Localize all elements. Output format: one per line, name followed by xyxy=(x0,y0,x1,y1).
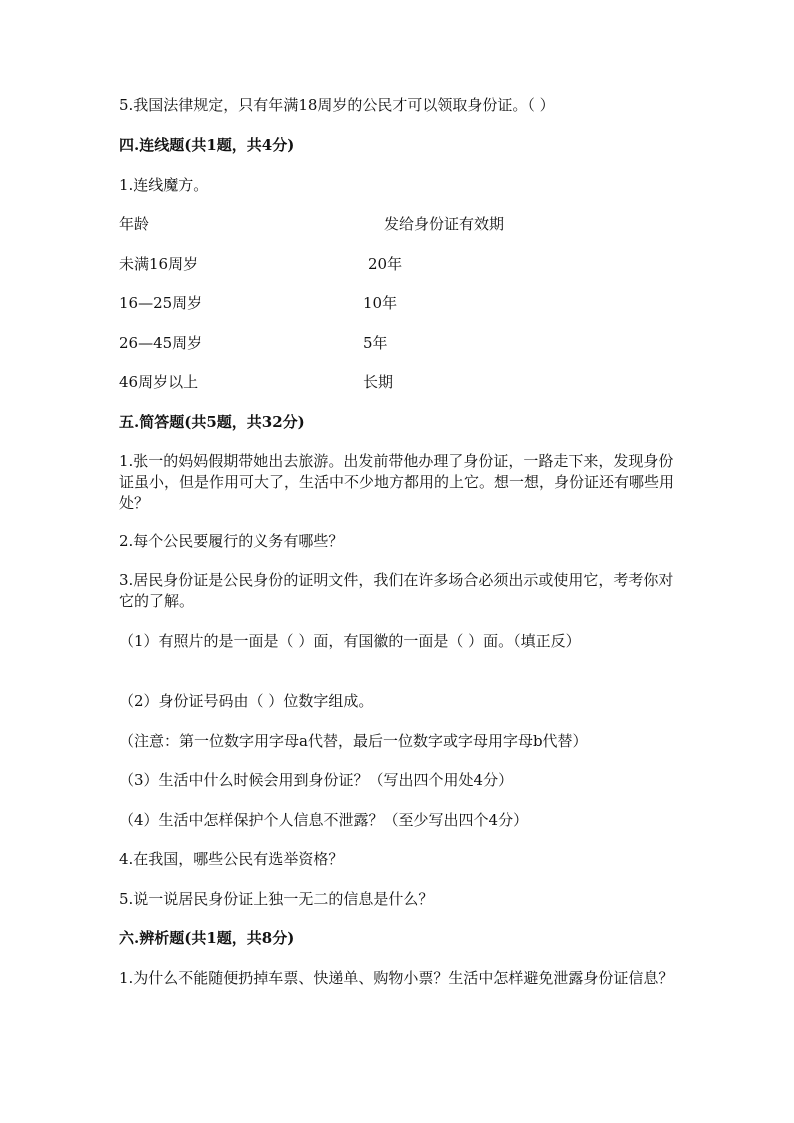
age-row-1: 未满16周岁 xyxy=(119,255,199,273)
question-3-part-1: （1）有照片的是一面是（ ）面，有国徽的一面是（ ）面。（填正反） xyxy=(119,632,581,650)
section-4-title: 四.连线题(共1题，共4分) xyxy=(119,136,295,154)
validity-row-3: 5年 xyxy=(363,334,388,352)
question-3-note: （注意：第一位数字用字母a代替，最后一位数字或字母用字母b代替） xyxy=(119,732,588,750)
age-row-2: 16—25周岁 xyxy=(119,294,203,312)
short-answer-question-1: 1.张一的妈妈假期带她出去旅游。出发前带他办理了身份证，一路走下来，发现身份证虽小，但是作用可大了，生活中不少地方都用的上它。想一想，身份证还有哪些用处？ xyxy=(119,452,675,512)
judge-question-5: 5.我国法律规定，只有年满18周岁的公民才可以领取身份证。（ ） xyxy=(119,96,555,114)
validity-row-2: 10年 xyxy=(363,294,398,312)
section-5-title: 五.简答题(共5题，共32分) xyxy=(119,413,305,431)
validity-row-4: 长期 xyxy=(363,373,394,391)
validity-row-1: 20年 xyxy=(368,255,403,273)
age-row-4: 46周岁以上 xyxy=(119,373,199,391)
validity-column-header: 发给身份证有效期 xyxy=(384,215,505,233)
short-answer-question-5: 5.说一说居民身份证上独一无二的信息是什么？ xyxy=(119,890,434,908)
short-answer-question-3: 3.居民身份证是公民身份的证明文件，我们在许多场合必须出示或使用它，考考你对它的了解。 xyxy=(119,571,674,610)
age-column-header: 年龄 xyxy=(119,215,150,233)
question-3-part-3: （3）生活中什么时候会用到身份证？（写出四个用处4分） xyxy=(119,771,514,789)
analysis-question-1: 1.为什么不能随便扔掉车票、快递单、购物小票？生活中怎样避免泄露身份证信息？ xyxy=(119,969,674,987)
short-answer-question-4: 4.在我国，哪些公民有选举资格？ xyxy=(119,850,344,868)
age-row-3: 26—45周岁 xyxy=(119,334,203,352)
question-3-part-4: （4）生活中怎样保护个人信息不泄露？（至少写出四个4分） xyxy=(119,811,529,829)
question-3-part-2: （2）身份证号码由（ ）位数字组成。 xyxy=(119,692,374,710)
matching-question-1: 1.连线魔方。 xyxy=(119,176,209,194)
section-6-title: 六.辨析题(共1题，共8分) xyxy=(119,929,295,947)
short-answer-question-2: 2.每个公民要履行的义务有哪些？ xyxy=(119,532,344,550)
